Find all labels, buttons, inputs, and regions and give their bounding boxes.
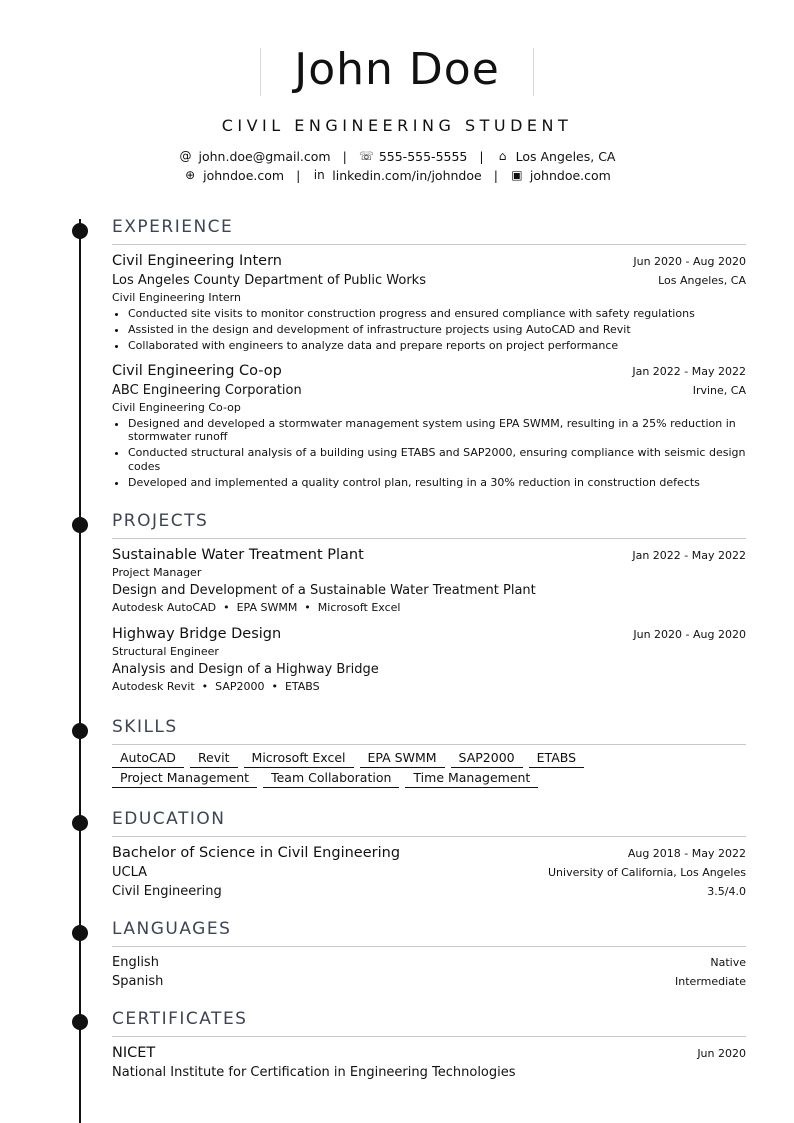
skill-tag: AutoCAD <box>112 750 184 768</box>
certificates-section <box>112 1008 746 1082</box>
location-text: Los Angeles, CA <box>515 149 616 164</box>
skill-tag: Revit <box>190 750 238 768</box>
name-block <box>260 38 534 102</box>
phone-link[interactable]: 555-555-5555 <box>378 149 468 164</box>
separator: | <box>479 149 484 164</box>
school: UCLA <box>112 865 148 880</box>
email-link[interactable]: john.doe@gmail.com <box>198 149 331 164</box>
website-link[interactable]: johndoe.com <box>203 168 285 183</box>
project-item <box>112 624 746 695</box>
role-title: Civil Engineering Co-op <box>112 362 282 379</box>
section-divider <box>112 836 746 837</box>
resume-header <box>0 38 794 185</box>
field-of-study: Civil Engineering <box>112 884 222 899</box>
section-divider <box>112 538 746 539</box>
timeline-dot <box>72 815 88 831</box>
bullet: • Conducted site visits to monitor construction progress and ensured compliance with safety regulations <box>128 307 746 321</box>
section-title: PROJECTS <box>112 511 209 531</box>
language-item <box>112 972 746 991</box>
role-title: Civil Engineering Intern <box>112 253 282 269</box>
bullet: • Developed and implemented a quality control plan, resulting in a 30% reduction in construction defects <box>128 476 746 490</box>
language-level: Native <box>710 956 746 969</box>
project-item <box>112 545 746 616</box>
skills-section <box>112 716 746 790</box>
timeline-dot <box>72 517 88 533</box>
skill-tag: Team Collaboration <box>263 770 399 788</box>
section-divider <box>112 744 746 745</box>
separator: | <box>493 168 498 183</box>
skill-tag: Time Management <box>405 770 538 788</box>
home-icon: ⌂ <box>498 149 507 163</box>
project-description: Design and Development of a Sustainable Water Treatment Plant <box>112 583 536 598</box>
language-item <box>112 953 746 972</box>
separator: | <box>296 168 301 183</box>
timeline-dot <box>72 1014 88 1030</box>
bullet: • Collaborated with engineers to analyze data and prepare reports on project performance <box>128 339 746 353</box>
timeline-dot <box>72 723 88 739</box>
organization: ABC Engineering Corporation <box>112 382 302 398</box>
bullet-list <box>112 417 746 490</box>
project-name: Sustainable Water Treatment Plant <box>112 547 364 563</box>
experience-item <box>112 251 746 353</box>
job-title: CIVIL ENGINEERING STUDENT <box>221 116 573 135</box>
section-title: EXPERIENCE <box>112 217 234 237</box>
separator: | <box>342 149 347 164</box>
project-tools: Autodesk AutoCAD • EPA SWMM • Microsoft Excel <box>112 601 401 614</box>
degree: Bachelor of Science in Civil Engineering <box>112 845 401 861</box>
location: Irvine, CA <box>692 383 746 397</box>
section-divider <box>112 946 746 947</box>
experience-item <box>112 361 746 490</box>
role-subtitle: Civil Engineering Intern <box>112 291 241 304</box>
bullet: • Designed and developed a stormwater management system using EPA SWMM, resulting in a 25% reduction in stormwater runoff <box>128 417 746 444</box>
section-title: CERTIFICATES <box>112 1009 248 1029</box>
skill-tag: EPA SWMM <box>360 750 445 768</box>
phone-icon: ☏ <box>358 149 374 163</box>
section-title: EDUCATION <box>112 809 226 829</box>
section-divider <box>112 1036 746 1037</box>
skills-list <box>112 750 746 788</box>
language-level: Intermediate <box>675 975 746 988</box>
section-title: SKILLS <box>112 717 178 737</box>
timeline-dot <box>72 223 88 239</box>
contact-info <box>0 147 794 185</box>
language-name: English <box>112 955 159 970</box>
linkedin-icon: in <box>313 168 325 182</box>
organization: Los Angeles County Department of Public Works <box>112 273 426 288</box>
timeline-line <box>79 219 81 1123</box>
role-subtitle: Civil Engineering Co-op <box>112 400 241 414</box>
bullet-list <box>112 307 746 353</box>
dates: Jun 2020 - Aug 2020 <box>633 255 746 268</box>
certificate-name: NICET <box>112 1045 156 1061</box>
projects-section <box>112 510 746 695</box>
bullet: • Assisted in the design and development of infrastructure projects using AutoCAD and Revit <box>128 323 746 337</box>
certificate-item <box>112 1043 746 1082</box>
skill-tag: Microsoft Excel <box>244 750 354 768</box>
section-title: LANGUAGES <box>112 919 232 939</box>
dates: Aug 2018 - May 2022 <box>627 847 746 860</box>
education-item <box>112 843 746 901</box>
project-description: Analysis and Design of a Highway Bridge <box>112 662 379 677</box>
school-full-name: University of California, Los Angeles <box>547 866 746 879</box>
skill-tag: ETABS <box>529 750 584 768</box>
dates: Jun 2020 - Aug 2020 <box>633 628 746 641</box>
skill-tag: SAP2000 <box>451 750 523 768</box>
at-icon: @ <box>179 149 192 163</box>
portfolio-link[interactable]: johndoe.com <box>529 168 611 183</box>
globe-icon: ⊕ <box>185 168 196 182</box>
skill-tag: Project Management <box>112 770 257 788</box>
gpa: 3.5/4.0 <box>707 885 746 898</box>
project-tools: Autodesk Revit • SAP2000 • ETABS <box>112 680 320 693</box>
timeline-dot <box>72 925 88 941</box>
project-role: Project Manager <box>112 566 202 579</box>
project-name: Highway Bridge Design <box>112 626 282 642</box>
certificate-description: National Institute for Certification in Engineering Technologies <box>112 1065 516 1080</box>
linkedin-link[interactable]: linkedin.com/in/johndoe <box>332 168 482 183</box>
experience-section <box>112 216 746 492</box>
dates: Jan 2022 - May 2022 <box>632 549 746 562</box>
dates: Jan 2022 - May 2022 <box>632 364 746 378</box>
education-section <box>112 808 746 901</box>
bullet: • Conducted structural analysis of a building using ETABS and SAP2000, ensuring compliance with seismic design codes <box>128 446 746 473</box>
location: Los Angeles, CA <box>658 274 746 287</box>
project-role: Structural Engineer <box>112 645 219 658</box>
language-name: Spanish <box>112 974 164 989</box>
portfolio-icon: ▣ <box>511 168 523 182</box>
languages-section <box>112 918 746 991</box>
section-divider <box>112 244 746 245</box>
dates: Jun 2020 <box>697 1047 746 1060</box>
full-name: John Doe <box>294 44 500 95</box>
